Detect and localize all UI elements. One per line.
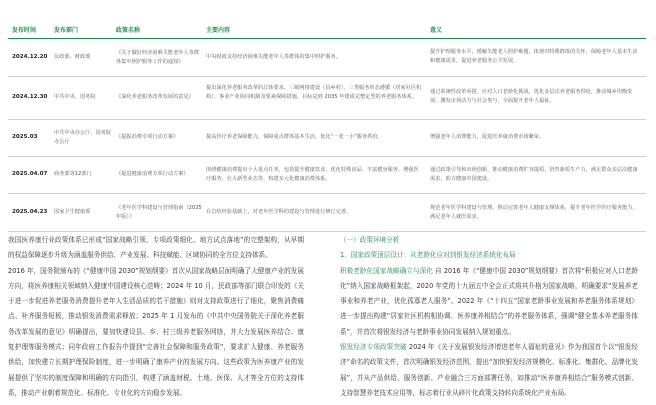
body-paragraph xyxy=(340,264,638,340)
header-dept: 发布部门 xyxy=(54,27,79,34)
paragraph-lead: 银发经济专项政策突破 xyxy=(340,343,407,352)
table-row xyxy=(8,39,646,77)
cell-meaning: 提升护理服务水平，缓解失能老人照护难题，体现对特殊群体的关怀，保障老年人基本生活和健康需求，促进养老服务公平发展。 xyxy=(430,49,638,64)
subsection-heading: 1．国家政策顶层设计：从老龄化应对到银发经济系统化布局 xyxy=(340,251,516,260)
cell-meaning: 通过系统性改革举措，应对人口老龄化挑战，优化多层次养老服务供给，推动城乡均衡发展，激发市场活力与社会参与，全面提升老年人福祉。 xyxy=(430,89,633,104)
cell-dept: 中共中央办公厅、国务院办公厅 xyxy=(54,130,112,145)
table-row xyxy=(8,76,646,120)
header-meaning: 意义 xyxy=(430,27,443,34)
left-body-column xyxy=(8,233,304,401)
cell-dept: 中共中央、国务院 xyxy=(54,94,96,100)
cell-name: 《老年医学科建设与管理指南（2025 年版）》 xyxy=(116,205,202,220)
cell-date: 2024.12.20 xyxy=(12,54,48,60)
cell-dept: 国家卫生健康委 xyxy=(54,209,91,215)
right-body-column xyxy=(340,233,638,401)
cell-content: 提高医疗养老保障能力，保障重点群体基本生活，优化“一老一小”服务供给。 xyxy=(206,134,383,140)
cell-name: 《关于做好经济困难失能老年人等群体集中照护服务工作的通知》 xyxy=(116,50,200,65)
cell-content: 提出深化养老服务改革的总体要求、三级网络建设（县乡村）、三类服务形态遵循（居家社区机构）、事业产业协同机制及要素保障措施，目标是到 2035 年建成完整定型的养老服务体系。 xyxy=(206,85,422,100)
header-name: 政策名称 xyxy=(116,27,141,34)
cell-date: 2024.12.30 xyxy=(12,94,48,100)
cell-dept: 民政部、财政部 xyxy=(54,54,91,60)
cell-content: 围绕健康消费提出十大重点任务，包括提升健康饮食、优化特殊食品、丰富健身服务、增强医疗服务、壮大新型业态等，构建多元化健康消费体系。 xyxy=(206,167,419,182)
header-content: 主要内容 xyxy=(206,27,231,34)
body-paragraph: 我国医养康行业政策体系已形成“国家战略引领、专项政策细化、地方试点落地”的完整架构，从早期的权益保障逐步升级为涵盖服务供给、产业发展、科技赋能、区域协同的全方位支持体系。 xyxy=(8,236,304,260)
cell-meaning: 规范老年医学科建设与管理，推动完善老年人健康支撑体系，提升老年医学医疗服务能力，满足老年人就医需求。 xyxy=(430,205,638,220)
cell-meaning: 通过政策引导和市场创新，推动健康消费扩容提质，培育新质生产力，满足群众多层次健康需求，助力健康中国建设。 xyxy=(430,167,638,182)
body-paragraph xyxy=(340,340,638,401)
table-header xyxy=(8,22,646,39)
table-row xyxy=(8,156,646,194)
cell-content: 中央财政支持经济困难失能老年人等群体的集中照护服务。 xyxy=(206,54,341,60)
cell-dept: 商务部等12部门 xyxy=(54,171,92,177)
paragraph-text: 2024 年《关于发展银发经济增进老年人福祉的意见》作为我国首个以“银发经济”命名的政策文件，首次明确银发经济范围，提出“加快银发经济规模化、标准化、集群化、品牌化发展”，并从产品供给、服务创新、产业融合三方面部署任务，如推动“医养康养相结合”服务模式创新、支持智慧养老技术应用等，标志着行业从碎片化政策支持转向系统化产业布局。 xyxy=(340,343,638,397)
cell-date: 2025.04.23 xyxy=(12,209,48,215)
paragraph-text: 自 2016 年《“健康中国 2030”规划纲要》首次将“积极应对人口老龄化”纳入国家战略框架起，2020 年党的十九届五中全会正式将其升格为国家战略，明确要求“发展养老事业和养老产业，优化孤寡老人服务”。2022 年《“十四五”国家老龄事业发展和养老服务体系规划》进一步提出构建“居家社区机构相协调、医养康养相结合”的养老服务体系，强调“健全基本养老服务体系”，并首次将银发经济与老龄事业协同发展纳入规划重点。 xyxy=(340,266,638,336)
cell-content: 在总结经验基础上，对老年医学科的建设与管理进行修订完善。 xyxy=(206,209,352,215)
cell-meaning: 增强老年人消费能力，促进医养康消费市场繁荣。 xyxy=(430,134,545,140)
header-date: 发布时间 xyxy=(12,27,37,34)
cell-name: 《促进健康消费专项行动方案》 xyxy=(116,171,189,177)
policy-table xyxy=(8,22,646,220)
cell-name: 《深化养老服务改革发展的意见》 xyxy=(116,94,194,100)
section-heading: （一）政策环境分析 xyxy=(340,236,400,244)
table-row xyxy=(8,193,646,232)
cell-date: 2025.03 xyxy=(12,134,38,140)
cell-date: 2025.04.07 xyxy=(12,171,48,177)
table-row xyxy=(8,119,646,157)
paragraph-lead: 积极老龄化国家战略确立与深化 xyxy=(340,266,433,275)
body-paragraph: 2016 年，国务院颁布的《“健康中国 2030”规划纲要》首次从国家战略层面明确了大健康产业的发展方向，将医养康相关领域纳入健康中国建设核心范畴；2024 年 10 月，民政部等部门联合印发的《关于进一步促进养老服务消费提升老年人生活品质的若干措施》则对支持政策进行了细化，聚焦消费痛点、补齐服务短板，推动银发消费需求释放；2025 年 1 月发布的《中共中央国务院关于深化养老服务改革发展的意见》明确提出，要加快建设县、乡、村三级养老服务网络，并大力发展医养结合、康复护理等服务模式；同年政府工作报告中提到“完善社会保障和服务政策”，要求扩大健康、养老服务供给，加快建立长期护理保险制度，进一步明确了康养产业的发展方向。这些政策为医养康产业的发展提供了坚实的制度保障和明确的方向指引，构建了涵盖财税、土地、医保、人才等全方位的支持体系，推动产业朝着规范化、标准化、专业化的方向稳步发展。 xyxy=(8,266,304,397)
cell-name: 《提振消费专项行动方案》 xyxy=(116,134,179,140)
